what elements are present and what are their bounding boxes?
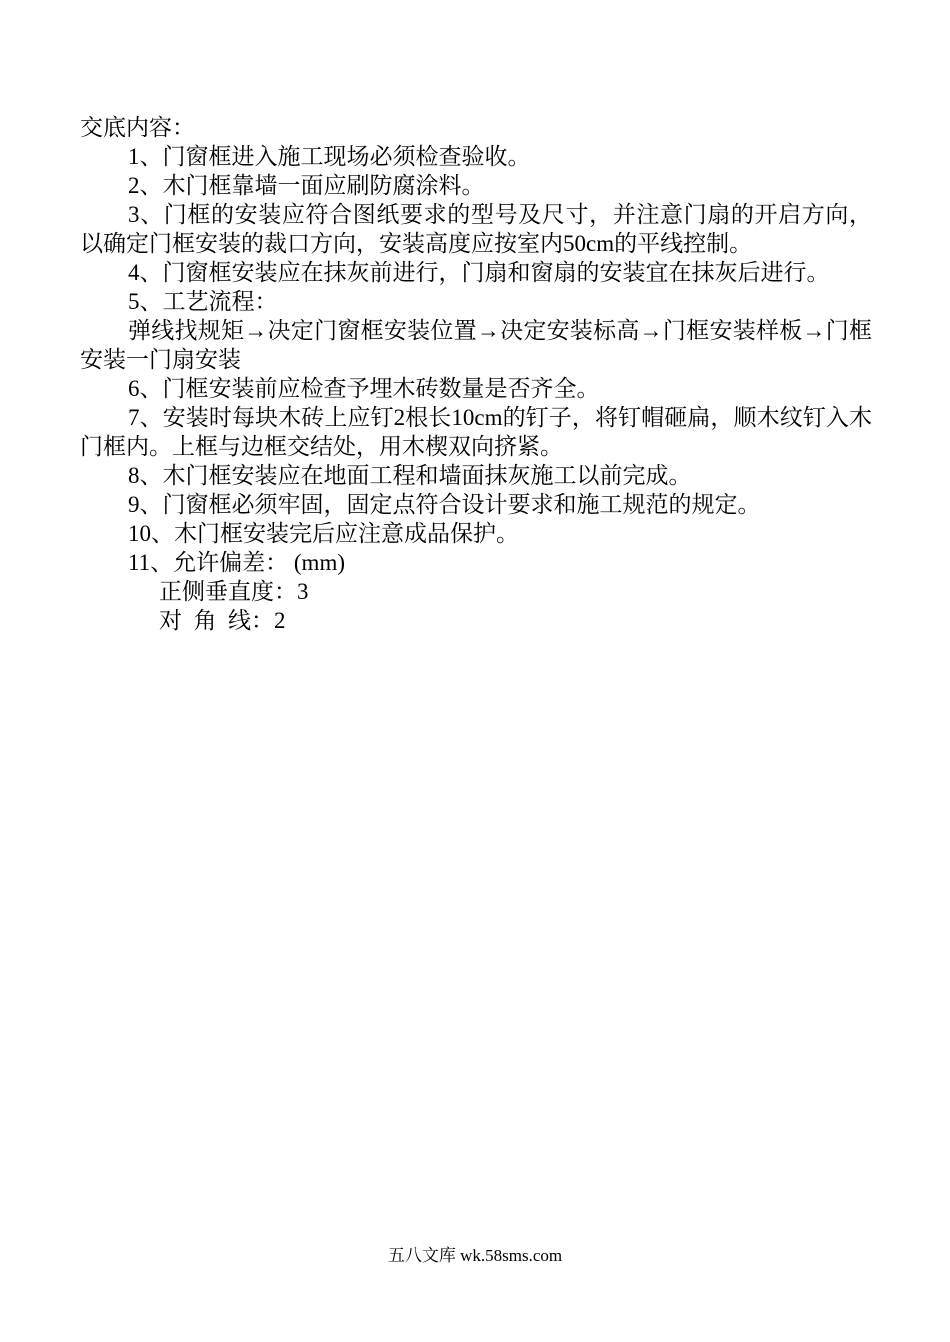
- process-flow: 弹线找规矩→决定门窗框安装位置→决定安装标高→门框安装样板→门框安装一门扇安装: [80, 318, 872, 372]
- item-3: 3、门框的安装应符合图纸要求的型号及尺寸，并注意门扇的开启方向，以确定门框安装的裁口方向，安装高度应按室内50cm的平线控制。: [80, 202, 872, 256]
- item-11: 11、允许偏差： (mm): [128, 550, 345, 575]
- item-7: 7、安装时每块木砖上应钉2根长10cm的钉子，将钉帽砸扁，顺木纹钉入木门框内。上框与边框交结处，用木楔双向挤紧。: [80, 405, 872, 459]
- document-body: [80, 113, 872, 635]
- item-2: 2、木门框靠墙一面应刷防腐涂料。: [128, 173, 485, 198]
- item-6: 6、门框安装前应检查予埋木砖数量是否齐全。: [128, 376, 600, 401]
- footer-watermark: 五八文库 wk.58sms.com: [387, 1246, 563, 1265]
- item-5: 5、工艺流程：: [128, 289, 278, 314]
- item-8: 8、木门框安装应在地面工程和墙面抹灰施工以前完成。: [128, 463, 692, 488]
- item-1: 1、门窗框进入施工现场必须检查验收。: [128, 144, 531, 169]
- tolerance-diagonal: 对 角 线：2: [159, 608, 286, 633]
- heading: 交底内容：: [80, 115, 195, 140]
- tolerance-vertical: 正侧垂直度：3: [159, 579, 309, 604]
- item-10: 10、木门框安装完后应注意成品保护。: [128, 521, 519, 546]
- item-4: 4、门窗框安装应在抹灰前进行，门扇和窗扇的安装宜在抹灰后进行。: [128, 260, 830, 285]
- item-9: 9、门窗框必须牢固，固定点符合设计要求和施工规范的规定。: [128, 492, 761, 517]
